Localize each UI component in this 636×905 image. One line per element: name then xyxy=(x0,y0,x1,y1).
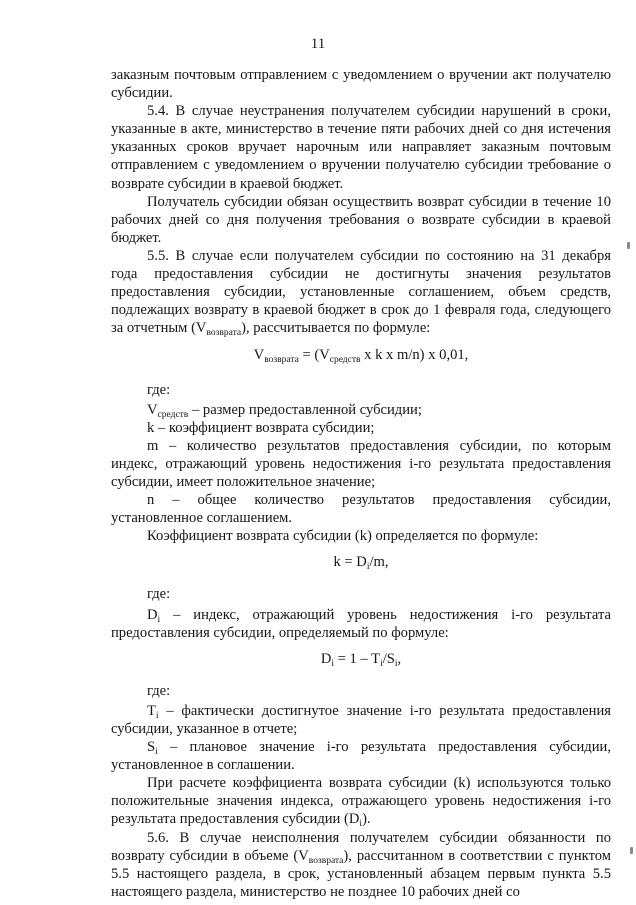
formula-v: V xyxy=(253,347,265,364)
scan-mark-top xyxy=(627,242,630,249)
where-label-1: где: xyxy=(147,381,171,398)
paragraph-continuation: заказным почтовым отправлением с уведомлением о вручении акт получателю субсидии. xyxy=(111,67,611,102)
def-s-text: – плановое значение i-го результата предоставления субсидии, установленное в соглашении. xyxy=(111,739,611,774)
def-d-sub: i xyxy=(157,614,161,625)
paragraph-coefficient: Коэффициент возврата субсидии (k) определяется по формуле: xyxy=(147,528,539,545)
definition-v-funds xyxy=(111,401,611,419)
document-body xyxy=(111,66,611,901)
where-label-2: где: xyxy=(147,586,171,603)
paragraph-5-4: 5.4. В случае неустранения получателем субсидии нарушений в сроки, указанные в акте, министерство в течение пяти рабочих дней со дня истечения указанных сроков вручает нарочным или направляет заказным почтовым отправлением с уведомлением о вручении получателю субсидии требование о возврате субсидии в краевой бюджет. xyxy=(111,103,611,192)
paragraph-positive-sub: i xyxy=(359,819,363,830)
def-s: S xyxy=(147,739,156,756)
formula-d-a: D xyxy=(320,650,332,667)
definition-si xyxy=(111,738,611,774)
formula-d-sub1: i xyxy=(331,658,334,669)
def-s-sub: i xyxy=(155,747,158,758)
formula-index xyxy=(111,650,611,668)
definition-ti xyxy=(111,702,611,738)
def-v: V xyxy=(147,401,158,418)
formula-sub-funds: средств xyxy=(329,355,361,366)
formula-k-b: /m, xyxy=(369,554,389,571)
paragraph-positive-text-a: При расчете коэффициента возврата субсидии (k) используются только положительные значения индекса, отражающего уровень недостижения i-го результата предоставления субсидии (D xyxy=(111,775,611,828)
formula-coefficient xyxy=(111,553,611,571)
paragraph-5-6 xyxy=(111,829,611,901)
paragraph-5-5-text-a: 5.5. В случае если получателем субсидии по состоянию на 31 декабря года предоставления субсидии не достигнуты значения результатов предоставления субсидии, установленные соглашением, объем средств, подлежащих возврату в краевой бюджет в срок до 1 февраля года, следующего за отчетным (V xyxy=(111,247,611,337)
paragraph-5-6-text-b: ), рассчитанном в соответствии с пунктом 5.5 настоящего раздела, в срок, установленный абзацем первым пункта 5.5 настоящего раздела, министерство не позднее 10 рабочих дней со xyxy=(111,847,612,900)
formula-mid: = (V xyxy=(298,347,330,364)
formula-d-b: = 1 – T xyxy=(334,650,381,667)
formula-d-c: /S xyxy=(382,650,395,667)
paragraph-5-5-text-b: ), рассчитывается по формуле: xyxy=(241,320,431,337)
formula-return-volume xyxy=(111,346,611,364)
definition-m: m – количество результатов предоставления субсидии, по которым индекс, отражающий уровень недостижения i-го результата предоставления субсидии, имеет положительное значение; xyxy=(111,437,611,490)
def-t-sub: i xyxy=(155,710,159,721)
formula-d-d: , xyxy=(397,650,402,667)
formula-sub-return: возврата xyxy=(264,355,299,366)
paragraph-return-obligation: Получатель субсидии обязан осуществить возврат субсидии в течение 10 рабочих дней со дня получения требования о возврате субсидии в краевой бюджет. xyxy=(111,193,611,246)
paragraph-5-6-sub: возврата xyxy=(308,855,344,866)
where-label-3: где: xyxy=(147,682,171,699)
definition-n: n – общее количество результатов предоставления субсидии, установленное соглашением. xyxy=(111,492,611,527)
def-d-text: – индекс, отражающий уровень недостижения i-го результата предоставления субсидии, определяемый по формуле: xyxy=(111,606,611,641)
page-number: 11 xyxy=(310,36,326,52)
def-v-text: – размер предоставленной субсидии; xyxy=(188,401,422,418)
formula-d-sub2: i xyxy=(380,658,383,669)
formula-d-sub3: i xyxy=(394,658,398,669)
formula-k-a: k = D xyxy=(333,554,367,571)
paragraph-5-5 xyxy=(111,247,611,337)
paragraph-positive-text-b: ). xyxy=(362,811,371,828)
definition-di xyxy=(111,606,611,642)
subscript-return: возврата xyxy=(206,328,242,339)
paragraph-positive-values xyxy=(111,774,611,828)
scan-mark-bottom xyxy=(630,847,633,854)
def-sub-funds: средств xyxy=(157,409,189,420)
def-t-text: – фактически достигнутое значение i-го результата предоставления субсидии, указанное в отчете; xyxy=(111,702,611,737)
def-t: T xyxy=(147,702,156,719)
paragraph-5-6-text-a: 5.6. В случае неисполнения получателем субсидии обязанности по возврату субсидии в объеме (V xyxy=(111,829,611,864)
formula-k-sub: i xyxy=(366,562,370,573)
def-d: D xyxy=(147,606,158,623)
formula-end: x k x m/n) x 0,01, xyxy=(360,347,469,364)
definition-k: k – коэффициент возврата субсидии; xyxy=(147,419,375,436)
